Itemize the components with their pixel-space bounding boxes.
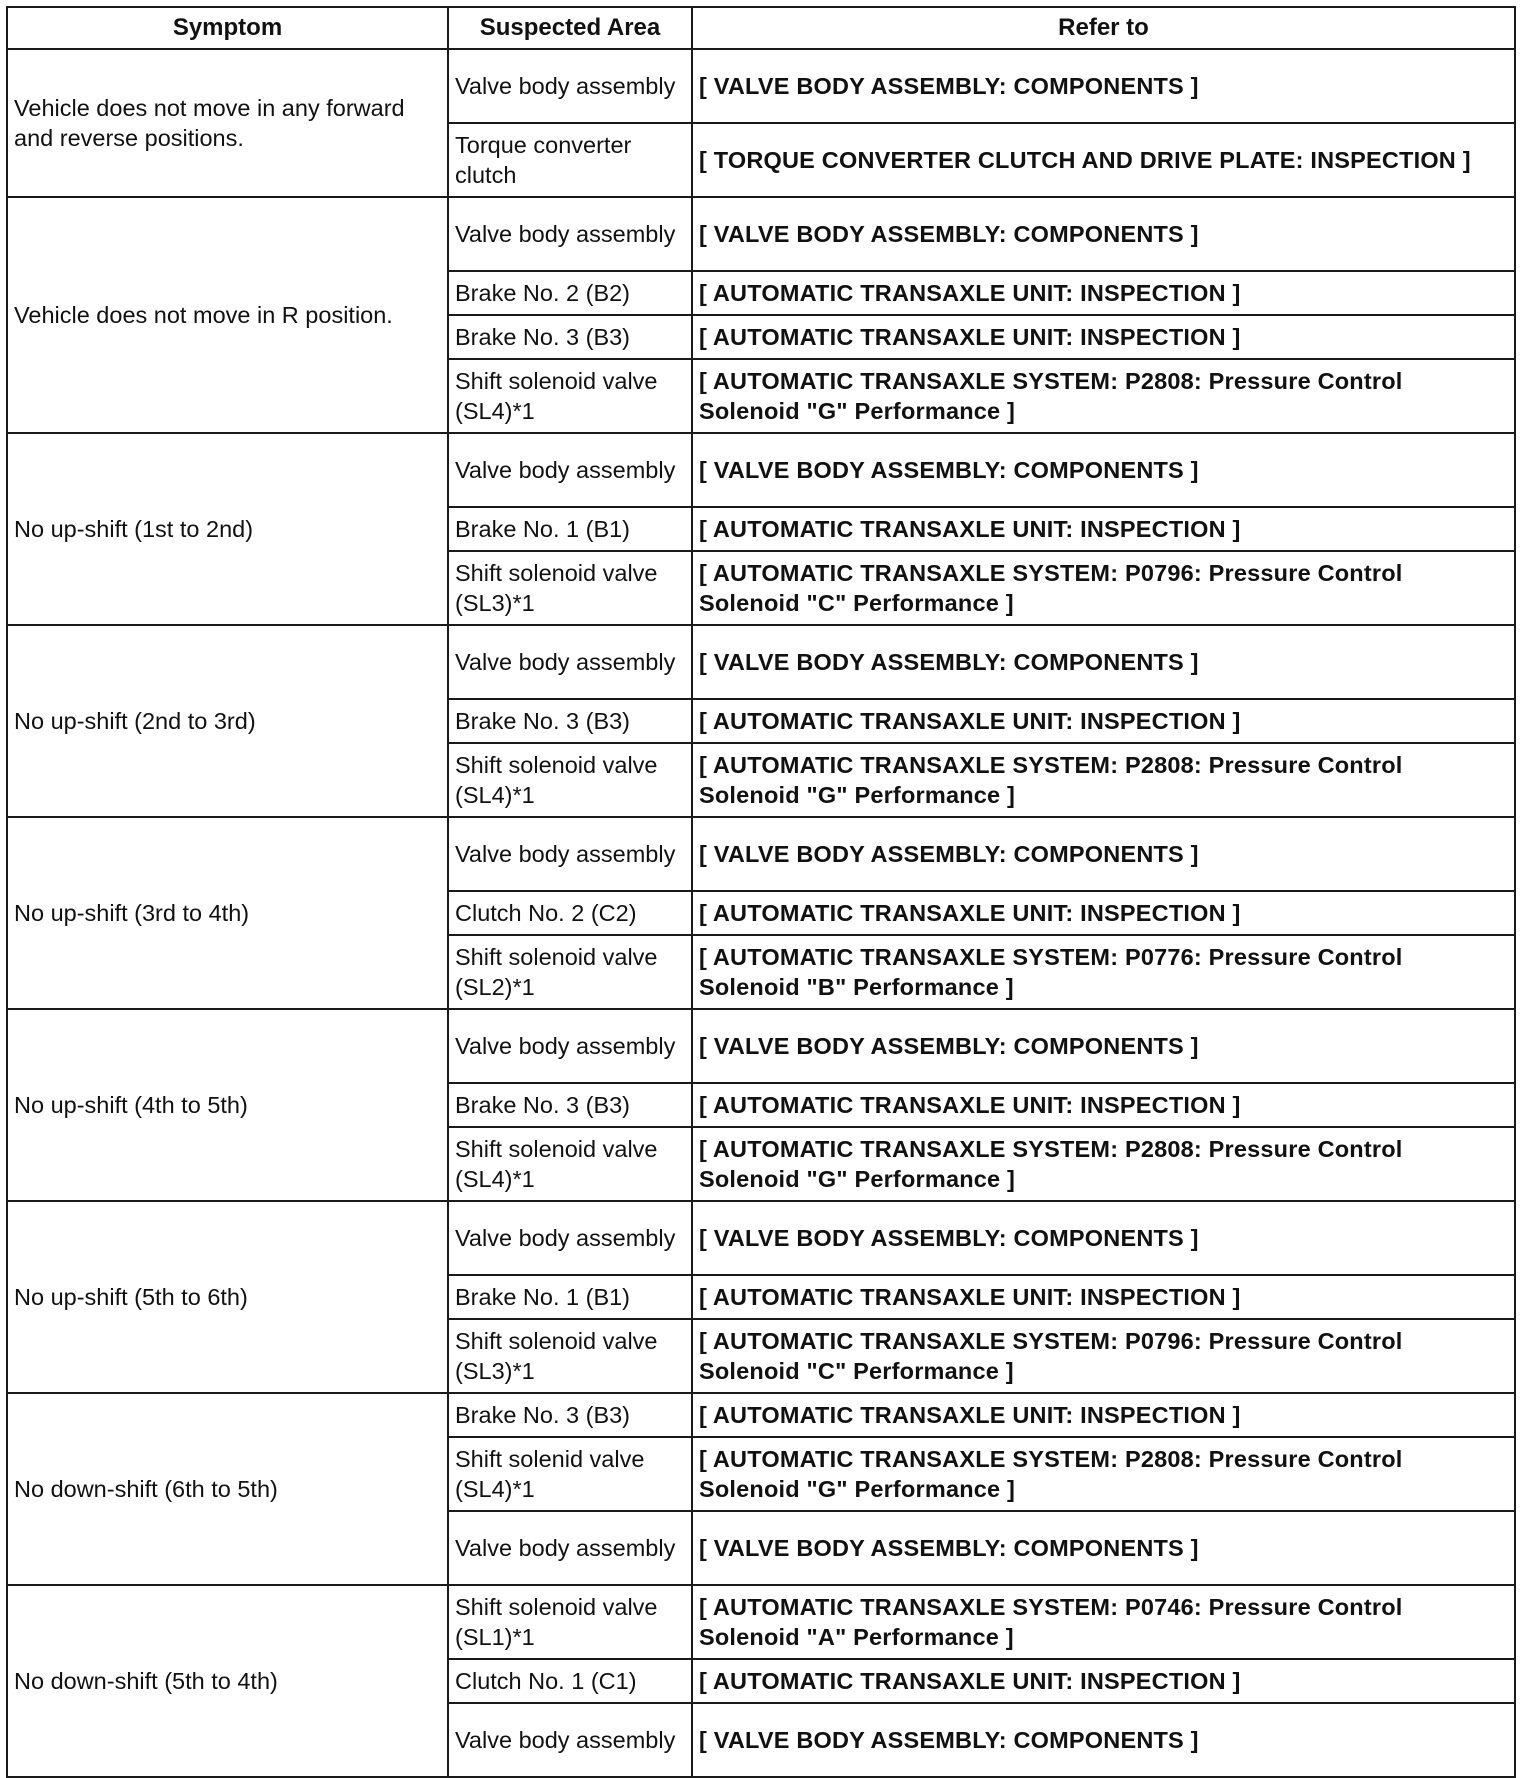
suspected-area-cell: Valve body assembly — [448, 1511, 692, 1585]
suspected-area-cell: Valve body assembly — [448, 433, 692, 507]
header-suspected-area: Suspected Area — [448, 7, 692, 49]
refer-to-cell: [ VALVE BODY ASSEMBLY: COMPONENTS ] — [692, 197, 1515, 271]
table-row — [7, 817, 1515, 891]
refer-to-cell: [ AUTOMATIC TRANSAXLE UNIT: INSPECTION ] — [692, 699, 1515, 743]
table-row — [7, 1585, 1515, 1659]
table-row — [7, 197, 1515, 271]
refer-to-cell: [ VALVE BODY ASSEMBLY: COMPONENTS ] — [692, 625, 1515, 699]
refer-to-cell: [ VALVE BODY ASSEMBLY: COMPONENTS ] — [692, 433, 1515, 507]
suspected-area-cell: Brake No. 3 (B3) — [448, 1393, 692, 1437]
symptom-table — [6, 6, 1516, 1778]
symptom-cell: No up-shift (4th to 5th) — [7, 1009, 448, 1201]
table-row — [7, 433, 1515, 507]
suspected-area-cell: Shift solenoid valve (SL1)*1 — [448, 1585, 692, 1659]
refer-to-cell: [ VALVE BODY ASSEMBLY: COMPONENTS ] — [692, 1511, 1515, 1585]
symptom-cell: No down-shift (5th to 4th) — [7, 1585, 448, 1777]
suspected-area-cell: Valve body assembly — [448, 197, 692, 271]
refer-to-cell: [ TORQUE CONVERTER CLUTCH AND DRIVE PLATE: INSPECTION ] — [692, 123, 1515, 197]
suspected-area-cell: Brake No. 3 (B3) — [448, 315, 692, 359]
suspected-area-cell: Valve body assembly — [448, 1201, 692, 1275]
refer-to-cell: [ AUTOMATIC TRANSAXLE SYSTEM: P0746: Pressure Control Solenoid "A" Performance ] — [692, 1585, 1515, 1659]
suspected-area-cell: Valve body assembly — [448, 817, 692, 891]
refer-to-cell: [ AUTOMATIC TRANSAXLE SYSTEM: P0776: Pressure Control Solenoid "B" Performance ] — [692, 935, 1515, 1009]
symptom-cell: No up-shift (2nd to 3rd) — [7, 625, 448, 817]
symptom-cell: No down-shift (6th to 5th) — [7, 1393, 448, 1585]
table-row — [7, 1201, 1515, 1275]
refer-to-cell: [ VALVE BODY ASSEMBLY: COMPONENTS ] — [692, 1703, 1515, 1777]
suspected-area-cell: Brake No. 1 (B1) — [448, 1275, 692, 1319]
suspected-area-cell: Shift solenoid valve (SL3)*1 — [448, 1319, 692, 1393]
suspected-area-cell: Valve body assembly — [448, 625, 692, 699]
refer-to-cell: [ VALVE BODY ASSEMBLY: COMPONENTS ] — [692, 1009, 1515, 1083]
refer-to-cell: [ AUTOMATIC TRANSAXLE UNIT: INSPECTION ] — [692, 1275, 1515, 1319]
refer-to-cell: [ AUTOMATIC TRANSAXLE UNIT: INSPECTION ] — [692, 507, 1515, 551]
refer-to-cell: [ VALVE BODY ASSEMBLY: COMPONENTS ] — [692, 1201, 1515, 1275]
suspected-area-cell: Brake No. 1 (B1) — [448, 507, 692, 551]
table-row — [7, 1009, 1515, 1083]
table-row — [7, 625, 1515, 699]
refer-to-cell: [ AUTOMATIC TRANSAXLE UNIT: INSPECTION ] — [692, 1659, 1515, 1703]
suspected-area-cell: Torque converter clutch — [448, 123, 692, 197]
table-row — [7, 1393, 1515, 1437]
symptom-cell: No up-shift (3rd to 4th) — [7, 817, 448, 1009]
suspected-area-cell: Brake No. 2 (B2) — [448, 271, 692, 315]
suspected-area-cell: Shift solenoid valve (SL4)*1 — [448, 1127, 692, 1201]
header-row — [7, 7, 1515, 49]
refer-to-cell: [ AUTOMATIC TRANSAXLE SYSTEM: P2808: Pressure Control Solenoid "G" Performance ] — [692, 359, 1515, 433]
symptom-cell: Vehicle does not move in any forward and reverse positions. — [7, 49, 448, 197]
refer-to-cell: [ AUTOMATIC TRANSAXLE UNIT: INSPECTION ] — [692, 1083, 1515, 1127]
suspected-area-cell: Clutch No. 2 (C2) — [448, 891, 692, 935]
refer-to-cell: [ AUTOMATIC TRANSAXLE UNIT: INSPECTION ] — [692, 891, 1515, 935]
suspected-area-cell: Shift solenoid valve (SL3)*1 — [448, 551, 692, 625]
refer-to-cell: [ VALVE BODY ASSEMBLY: COMPONENTS ] — [692, 49, 1515, 123]
refer-to-cell: [ AUTOMATIC TRANSAXLE SYSTEM: P0796: Pressure Control Solenoid "C" Performance ] — [692, 1319, 1515, 1393]
table-body — [7, 49, 1515, 1777]
refer-to-cell: [ VALVE BODY ASSEMBLY: COMPONENTS ] — [692, 817, 1515, 891]
table-row — [7, 49, 1515, 123]
suspected-area-cell: Valve body assembly — [448, 49, 692, 123]
suspected-area-cell: Shift solenoid valve (SL4)*1 — [448, 359, 692, 433]
suspected-area-cell: Shift solenoid valve (SL2)*1 — [448, 935, 692, 1009]
suspected-area-cell: Brake No. 3 (B3) — [448, 1083, 692, 1127]
suspected-area-cell: Valve body assembly — [448, 1009, 692, 1083]
refer-to-cell: [ AUTOMATIC TRANSAXLE UNIT: INSPECTION ] — [692, 315, 1515, 359]
refer-to-cell: [ AUTOMATIC TRANSAXLE SYSTEM: P2808: Pressure Control Solenoid "G" Performance ] — [692, 743, 1515, 817]
symptom-cell: No up-shift (5th to 6th) — [7, 1201, 448, 1393]
suspected-area-cell: Shift solenid valve (SL4)*1 — [448, 1437, 692, 1511]
suspected-area-cell: Valve body assembly — [448, 1703, 692, 1777]
refer-to-cell: [ AUTOMATIC TRANSAXLE SYSTEM: P2808: Pressure Control Solenoid "G" Performance ] — [692, 1437, 1515, 1511]
refer-to-cell: [ AUTOMATIC TRANSAXLE SYSTEM: P0796: Pressure Control Solenoid "C" Performance ] — [692, 551, 1515, 625]
suspected-area-cell: Shift solenoid valve (SL4)*1 — [448, 743, 692, 817]
header-symptom: Symptom — [7, 7, 448, 49]
refer-to-cell: [ AUTOMATIC TRANSAXLE UNIT: INSPECTION ] — [692, 1393, 1515, 1437]
symptom-cell: No up-shift (1st to 2nd) — [7, 433, 448, 625]
symptom-cell: Vehicle does not move in R position. — [7, 197, 448, 433]
suspected-area-cell: Brake No. 3 (B3) — [448, 699, 692, 743]
suspected-area-cell: Clutch No. 1 (C1) — [448, 1659, 692, 1703]
refer-to-cell: [ AUTOMATIC TRANSAXLE SYSTEM: P2808: Pressure Control Solenoid "G" Performance ] — [692, 1127, 1515, 1201]
refer-to-cell: [ AUTOMATIC TRANSAXLE UNIT: INSPECTION ] — [692, 271, 1515, 315]
header-refer-to: Refer to — [692, 7, 1515, 49]
